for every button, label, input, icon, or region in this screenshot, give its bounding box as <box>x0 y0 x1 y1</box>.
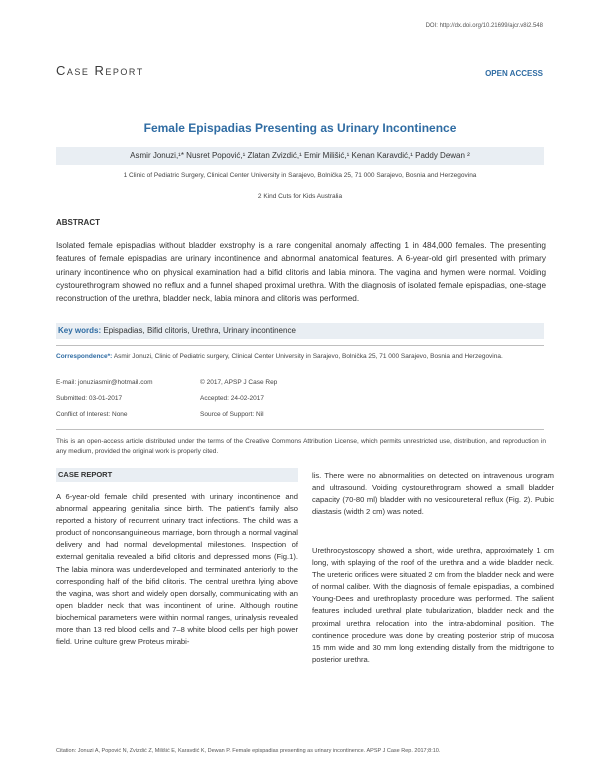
submitted-date: Submitted: 03-01-2017 <box>56 395 123 402</box>
email[interactable]: E-mail: jonuziasmir@hotmail.com <box>56 379 153 386</box>
correspondence-label: Correspondence*: <box>56 353 113 360</box>
keywords-bar <box>56 323 544 339</box>
keywords-label: Key words: <box>58 326 102 335</box>
case-report-right-para-1: lis. There were no abnormalities on detected on intravenous urogram and ultrasound. Voiding cystourethrogram showed a small bladder capacity (70-80 ml) bladder with no vesicoureteral reflux (Fig. 2). Pubic diastasis (width 2 cm) was noted. <box>312 471 554 517</box>
case-report-left-column: A 6-year-old female child presented with urinary incontinence and abnormal appearing genitalia since birth. The patient's family also reported a history of recurrent urinary tract infections. The child was a product of nonconsanguineous marriage, born through a normal vaginal delivery and had normal developmental milestones. Inspection of external genitalia revealed a bifid clitoris and depressed mons (Fig.1). The labia minora was underdeveloped and terminated anteriorly to the corresponding half of the bifid clitoris. The central urethra lying above the vagina, was short and widely open dorsally, communicating with an open bladder neck that was incontinent of urine. Although routine biochemical parameters were within normal ranges, urinalysis revealed more than 13 red blood cells and 7–8 white blood cells per high power field. Urine culture grew Proteus mirabi- <box>56 492 298 647</box>
doi-link[interactable]: DOI: http://dx.doi.org/10.21699/ajcr.v8i2.548 <box>425 23 543 29</box>
copyright: © 2017, APSP J Case Rep <box>200 379 278 386</box>
open-access-badge: OPEN ACCESS <box>485 69 543 78</box>
article-title: Female Epispadias Presenting as Urinary Incontinence <box>143 121 457 135</box>
abstract-heading: ABSTRACT <box>56 218 100 227</box>
correspondence-text: Asmir Jonuzi, Clinic of Pediatric surgery, Clinical Center University in Sarajevo, Bolnička 25, 71 000 Sarajevo, Bosnia and Herzegovina. <box>113 353 503 360</box>
section-label: Case Report <box>56 63 144 78</box>
affiliation-2: 2 Kind Cuts for Kids Australia <box>257 193 343 200</box>
case-report-right-para-2: Urethrocystoscopy showed a short, wide urethra, approximately 1 cm long, with splaying of the roof of the urethra and a wide bladder neck. The ureteric orifices were situated 2 cm from the bladder neck and were of normal caliber. With the diagnosis of female epispadias, a combined Young-Dees and urethroplasty procedure was performed. The salient features included urethral plate tubularization, bladder neck and the proximal urethra relocation into the intra-abdominal position. The continence procedure was done by creating posterior strip of mucosa 15 mm wide and 30 mm long extending distally from the midtrigone to posterior urethra. <box>312 546 554 664</box>
conflict-of-interest: Conflict of Interest: None <box>56 411 128 418</box>
license-text: This is an open-access article distributed under the terms of the Creative Commons Attribution License, which permits unrestricted use, distribution, and reproduction in any medium, provided the original work is properly cited. <box>56 438 546 455</box>
citation-footer: Citation: Jonuzi A, Popović N, Zvizdić Z, Milišić E, Karavdić K, Dewan P. Female epispadias presenting as urinary incontinence. APSP J Case Rep. 2017;8:10. <box>56 748 441 754</box>
keywords-text: Epispadias, Bifid clitoris, Urethra, Urinary incontinence <box>103 326 296 335</box>
source-of-support: Source of Support: Nil <box>200 411 264 418</box>
divider <box>56 429 544 430</box>
accepted-date: Accepted: 24-02-2017 <box>200 395 264 402</box>
divider <box>56 345 544 346</box>
abstract-text: Isolated female epispadias without bladder exstrophy is a rare congenital anomaly affecting 1 in 484,000 females. The presenting features of female epispadias are urinary incontinence and abnormal anatomical features. A 6-year-old girl presented with primary urinary incontinence who on physical examination had a bifid clitoris and labia minora. The vagina and hymen were normal. Voiding cystourethrogram showed no reflux and a funnel shaped proximal urethra. With the diagnosis of isolated female epispadias, one-stage reconstruction of the urethra, bladder neck, labia minora and clitoris was performed. <box>56 241 546 304</box>
correspondence <box>56 352 546 362</box>
affiliation-1: 1 Clinic of Pediatric Surgery, Clinical Center University in Sarajevo, Bolnička 25, 71 000 Sarajevo, Bosnia and Herzegovina <box>123 172 477 179</box>
authors-list: Asmir Jonuzi,¹* Nusret Popović,¹ Zlatan Zvizdić,¹ Emir Milišić,¹ Kenan Karavdić,¹ Paddy Dewan ² <box>56 147 544 165</box>
case-report-heading: CASE REPORT <box>56 468 298 482</box>
